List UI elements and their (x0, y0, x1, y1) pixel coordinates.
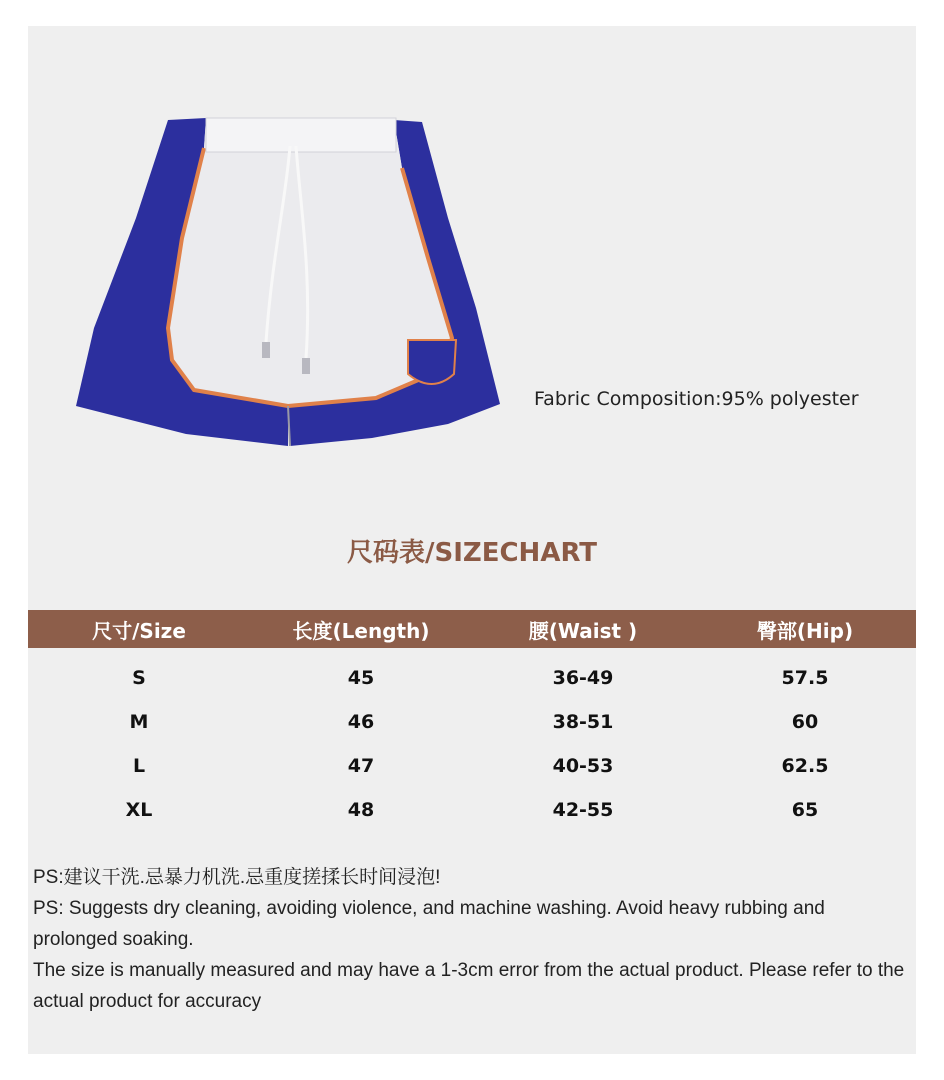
size-chart-table (28, 610, 916, 832)
size-cell: M (129, 711, 149, 733)
drawstring-tip-right (302, 358, 310, 374)
length-cell: 48 (347, 799, 375, 821)
fabric-composition: Fabric Composition:95% polyester (534, 388, 859, 410)
length-cell: 46 (347, 711, 375, 733)
table-row (28, 656, 916, 700)
table-row (28, 700, 916, 744)
hip-cell: 60 (791, 711, 819, 733)
crest-badge (408, 340, 456, 384)
hip-cell: 57.5 (781, 667, 829, 689)
header-waist: 腰(Waist ) (472, 610, 694, 648)
length-cell: 47 (347, 755, 375, 777)
care-notes (33, 862, 908, 1017)
product-panel (28, 26, 916, 1054)
length-cell: 45 (347, 667, 375, 689)
size-chart-header-row (28, 610, 916, 648)
size-cell: XL (125, 799, 153, 821)
size-cell: S (132, 667, 146, 689)
header-size: 尺寸/Size (28, 610, 250, 648)
shorts-product-image (76, 108, 500, 448)
size-cell: L (132, 755, 146, 777)
waist-cell: 36-49 (552, 667, 614, 689)
size-chart-title: 尺码表/SIZECHART (346, 538, 598, 568)
waistband (206, 118, 396, 152)
hip-cell: 65 (791, 799, 819, 821)
care-note-chinese: PS:建议干洗.忌暴力机洗.忌重度搓揉长时间浸泡! (33, 867, 441, 888)
header-hip: 臀部(Hip) (694, 610, 916, 648)
drawstring-tip-left (262, 342, 270, 358)
waist-cell: 38-51 (552, 711, 614, 733)
table-row (28, 788, 916, 832)
hip-cell: 62.5 (781, 755, 829, 777)
table-row (28, 744, 916, 788)
care-note-english: PS: Suggests dry cleaning, avoiding violence, and machine washing. Avoid heavy rubbing and prolonged soaking. (33, 898, 825, 950)
header-length: 长度(Length) (250, 610, 472, 648)
waist-cell: 42-55 (552, 799, 614, 821)
waist-cell: 40-53 (552, 755, 614, 777)
size-disclaimer: The size is manually measured and may have a 1-3cm error from the actual product. Please refer to the actual product for accuracy (33, 960, 905, 1012)
